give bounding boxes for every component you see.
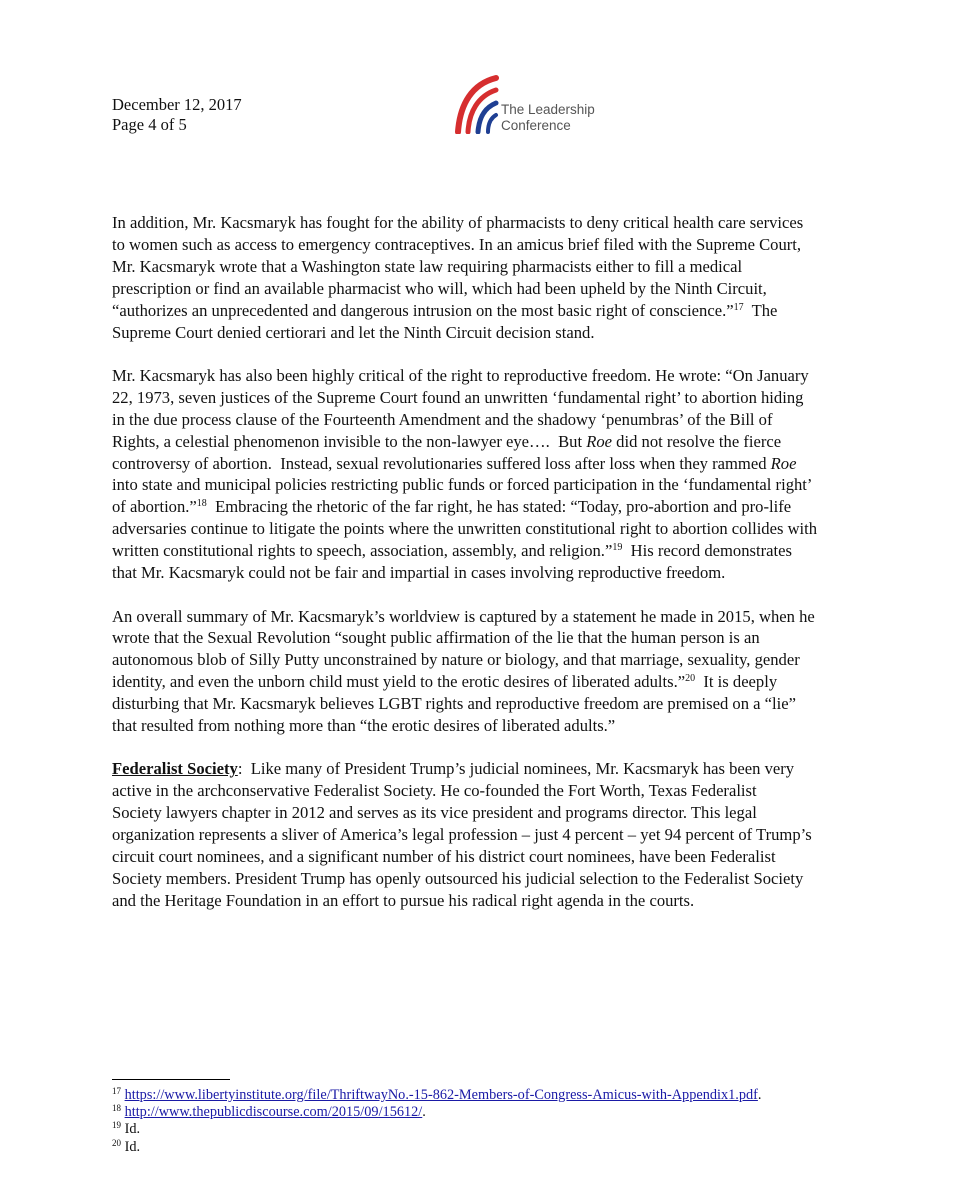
- footnote-ref: 18: [196, 498, 207, 510]
- footnote-divider: [112, 1079, 230, 1080]
- paragraph-federalist-society: [112, 758, 852, 911]
- text-line: In addition, Mr. Kacsmaryk has fought for the ability of pharmacists to deny critical health care services: [112, 213, 804, 232]
- paragraph-reproductive-freedom: [112, 365, 852, 584]
- text-line: Society lawyers chapter in 2012 and serves as its vice president and programs director. This legal: [112, 803, 757, 823]
- footnote-punct: .: [422, 1104, 426, 1121]
- text-line: to women such as access to emergency contraceptives. In an amicus brief filed with the Supreme Court,: [112, 234, 802, 254]
- text-run: of abortion.”: [112, 497, 197, 517]
- text-line: into state and municipal policies restricting public funds or forced participation in the ‘fundamental right’: [112, 475, 813, 495]
- footnote-20: [112, 1139, 761, 1156]
- footnote-text: Id.: [124, 1138, 141, 1155]
- footnote-number: 17: [112, 1086, 121, 1096]
- section-heading: Federalist Society: [112, 759, 238, 779]
- page-number: Page 4 of 5: [112, 115, 187, 134]
- logo-arcs-icon: [452, 74, 500, 134]
- text-run: “authorizes an unprecedented and dangerous intrusion on the most basic right of conscience.”: [112, 300, 734, 320]
- text-line: [112, 540, 852, 562]
- text-line: that resulted from nothing more than “the erotic desires of liberated adults.”: [112, 716, 616, 736]
- footnote-number: 18: [112, 1103, 121, 1114]
- text-line: [112, 496, 852, 518]
- footnote-ref: 17: [733, 301, 744, 313]
- text-run: It is deeply: [695, 672, 778, 692]
- logo-text-line2: Conference: [501, 118, 571, 133]
- text-line: in the due process clause of the Fourteenth Amendment and the shadowy ‘penumbras’ of the Bill of: [112, 409, 773, 429]
- text-line: active in the archconservative Federalist Society. He co-founded the Fort Worth, Texas Federalist: [112, 781, 757, 801]
- text-line: [112, 758, 852, 780]
- letter-header: [112, 95, 242, 135]
- text-line: autonomous blob of Silly Putty unconstrained by nature or biology, and that marriage, sexuality, gender: [112, 650, 800, 670]
- text-line: that Mr. Kacsmaryk could not be fair and impartial in cases involving reproductive freedom.: [112, 563, 726, 583]
- text-run: written constitutional rights to speech, association, assembly, and religion.”: [112, 541, 613, 561]
- text-run: identity, and even the unborn child must yield to the erotic desires of liberated adults.”: [112, 672, 686, 692]
- text-line: wrote that the Sexual Revolution “sought public affirmation of the lie that the human person is an: [112, 628, 760, 648]
- footnote-number: 20: [112, 1137, 121, 1148]
- footnote-ref: 19: [612, 542, 623, 554]
- text-line: adversaries continue to litigate the points where the unwritten constitutional right to abortion collides with: [112, 519, 818, 539]
- footnotes: [112, 1087, 761, 1156]
- text-run: Rights, a celestial phenomenon invisible to the non-lawyer eye…. But: [112, 431, 587, 451]
- text-run: : Like many of President Trump’s judicial nominees, Mr. Kacsmaryk has been very: [237, 759, 795, 779]
- footnote-link[interactable]: https://www.libertyinstitute.org/file/ThriftwayNo.-15-862-Members-of-Congress-Amicus-with-Appendix1.pdf: [124, 1087, 758, 1103]
- text-run: His record demonstrates: [622, 541, 792, 561]
- text-line: Mr. Kacsmaryk has also been highly critical of the right to reproductive freedom. He wrote: “On January: [112, 365, 809, 385]
- paragraph-pharmacists: [112, 212, 852, 343]
- text-line: [112, 431, 852, 453]
- footnote-17: [112, 1087, 761, 1104]
- italic-case-name: Roe: [586, 431, 613, 451]
- text-line: [112, 453, 852, 475]
- text-run: Embracing the rhetoric of the far right, he has stated: “Today, pro-abortion and pro-life: [206, 497, 792, 517]
- text-line: 22, 1973, seven justices of the Supreme Court found an unwritten ‘fundamental right’ to abortion hiding: [112, 387, 804, 407]
- logo-text: [501, 102, 595, 134]
- text-line: [112, 671, 852, 693]
- text-line: [112, 300, 852, 322]
- text-line: prescription or find an available pharmacist who will, which had been upheld by the Ninth Circuit,: [112, 278, 767, 298]
- text-line: Society members. President Trump has openly outsourced his judicial selection to the Federalist Society: [112, 868, 804, 888]
- footnote-ref: 20: [685, 673, 696, 685]
- text-line: Mr. Kacsmaryk wrote that a Washington state law requiring pharmacists either to fill a medical: [112, 256, 743, 276]
- text-run: did not resolve the fierce: [612, 431, 782, 451]
- letter-date: December 12, 2017: [112, 95, 242, 114]
- text-line: disturbing that Mr. Kacsmaryk believes LGBT rights and reproductive freedom are premised on a “lie”: [112, 694, 796, 714]
- italic-case-name: Roe: [770, 453, 797, 473]
- footnote-18: [112, 1104, 761, 1121]
- footnote-19: [112, 1121, 761, 1138]
- paragraph-worldview: [112, 606, 852, 737]
- text-run: controversy of abortion. Instead, sexual revolutionaries suffered loss after loss when they rammed: [112, 453, 771, 473]
- text-line: and the Heritage Foundation in an effort to pursue his radical right agenda in the courts.: [112, 890, 695, 910]
- text-line: An overall summary of Mr. Kacsmaryk’s worldview is captured by a statement he made in 2015, when he: [112, 606, 815, 626]
- footnote-text: Id.: [124, 1121, 141, 1138]
- leadership-conference-logo: [452, 74, 612, 134]
- footnote-number: 19: [112, 1120, 121, 1131]
- footnote-punct: .: [757, 1087, 762, 1103]
- footnote-link[interactable]: http://www.thepublicdiscourse.com/2015/09/15612/: [124, 1104, 423, 1121]
- text-line: circuit court nominees, and a significant number of his district court nominees, have been Federalist: [112, 847, 776, 867]
- logo-text-line1: The Leadership: [501, 102, 595, 117]
- text-line: organization represents a sliver of America’s legal profession – just 4 percent – yet 94 percent of Trump’s: [112, 825, 812, 845]
- text-run: The: [743, 300, 778, 320]
- letter-body: [112, 212, 852, 912]
- text-line: Supreme Court denied certiorari and let the Ninth Circuit decision stand.: [112, 322, 595, 342]
